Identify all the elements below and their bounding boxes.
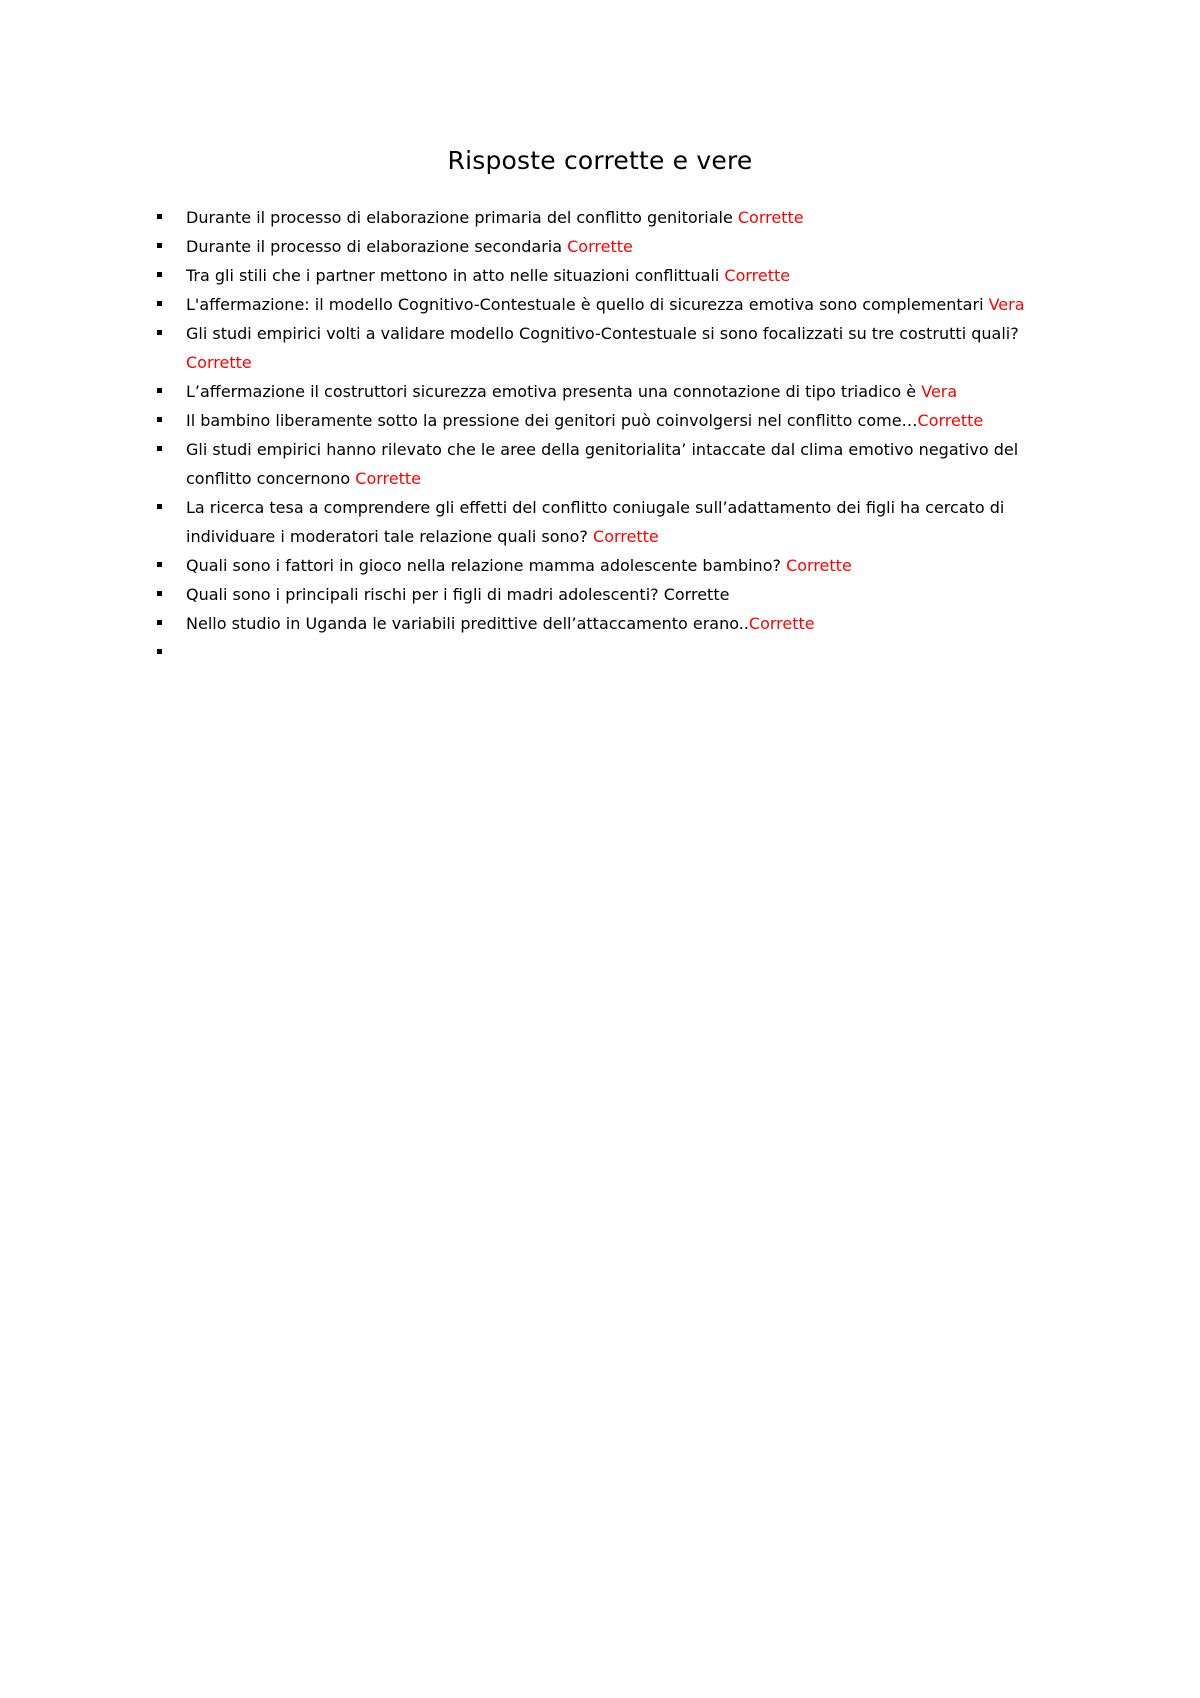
answer-label: Corrette [593, 527, 659, 546]
square-bullet-icon [157, 504, 162, 509]
list-item [186, 232, 1086, 261]
answer-label: Corrette [748, 614, 815, 633]
square-bullet-icon [157, 388, 162, 393]
square-bullet-icon [157, 591, 162, 596]
list-item [186, 290, 1086, 319]
question-text: Quali sono i principali rischi per i figli di madri adolescenti? [186, 585, 664, 604]
answer-list [186, 203, 1086, 667]
answer-label: Vera [921, 382, 958, 401]
question-text: Gli studi empirici volti a validare modello Cognitivo-Contestuale si sono focalizzati su tre costrutti quali? [186, 324, 1019, 343]
answer-label: Corrette [786, 556, 852, 575]
square-bullet-icon [157, 417, 162, 422]
answer-label: Corrette [663, 585, 730, 604]
question-text: Nello studio in Uganda le variabili predittive dell’attaccamento erano.. [186, 614, 749, 633]
list-item [186, 435, 1086, 493]
answer-label: Corrette [567, 237, 633, 256]
question-text: Gli studi empirici hanno rilevato che le aree della genitorialita’ intaccate dal clima emotivo negativo del conflitto concernono [186, 440, 1019, 488]
question-text: L'affermazione: il modello Cognitivo-Contestuale è quello di sicurezza emotiva sono complementari [186, 295, 989, 314]
answer-label: Corrette [724, 266, 791, 285]
square-bullet-icon [157, 243, 162, 248]
document-title: Risposte corrette e vere [447, 146, 753, 175]
list-item [186, 551, 1086, 580]
question-text: Il bambino liberamente sotto la pressione dei genitori può coinvolgersi nel conflitto come… [186, 411, 918, 430]
answer-label: Corrette [186, 353, 252, 372]
question-text: L’affermazione il costruttori sicurezza emotiva presenta una connotazione di tipo triadico è [186, 382, 922, 401]
question-text: Durante il processo di elaborazione primaria del conflitto genitoriale [186, 208, 738, 227]
answer-label: Corrette [737, 208, 804, 227]
list-item [186, 580, 1086, 609]
square-bullet-icon [157, 562, 162, 567]
question-text: La ricerca tesa a comprendere gli effetti del conflitto coniugale sull’adattamento dei figli ha cercato di individuare i moderatori tale relazione quali sono? [186, 498, 1005, 546]
list-item [186, 377, 1086, 406]
answer-label: Vera [988, 295, 1025, 314]
question-text: Quali sono i fattori in gioco nella relazione mamma adolescente bambino? [186, 556, 787, 575]
square-bullet-icon [157, 446, 162, 451]
square-bullet-icon [157, 330, 162, 335]
list-item [186, 261, 1086, 290]
square-bullet-icon [157, 620, 162, 625]
answer-label: Corrette [355, 469, 421, 488]
list-item [186, 406, 1086, 435]
list-item [186, 319, 1086, 377]
question-text: Durante il processo di elaborazione secondaria [186, 237, 568, 256]
square-bullet-icon [157, 272, 162, 277]
list-item-empty [186, 638, 1086, 667]
answer-label: Corrette [917, 411, 984, 430]
question-text: Tra gli stili che i partner mettono in atto nelle situazioni conflittuali [186, 266, 725, 285]
square-bullet-icon [157, 649, 162, 654]
list-item [186, 493, 1086, 551]
square-bullet-icon [157, 214, 162, 219]
list-item [186, 609, 1086, 638]
square-bullet-icon [157, 301, 162, 306]
list-item [186, 203, 1086, 232]
